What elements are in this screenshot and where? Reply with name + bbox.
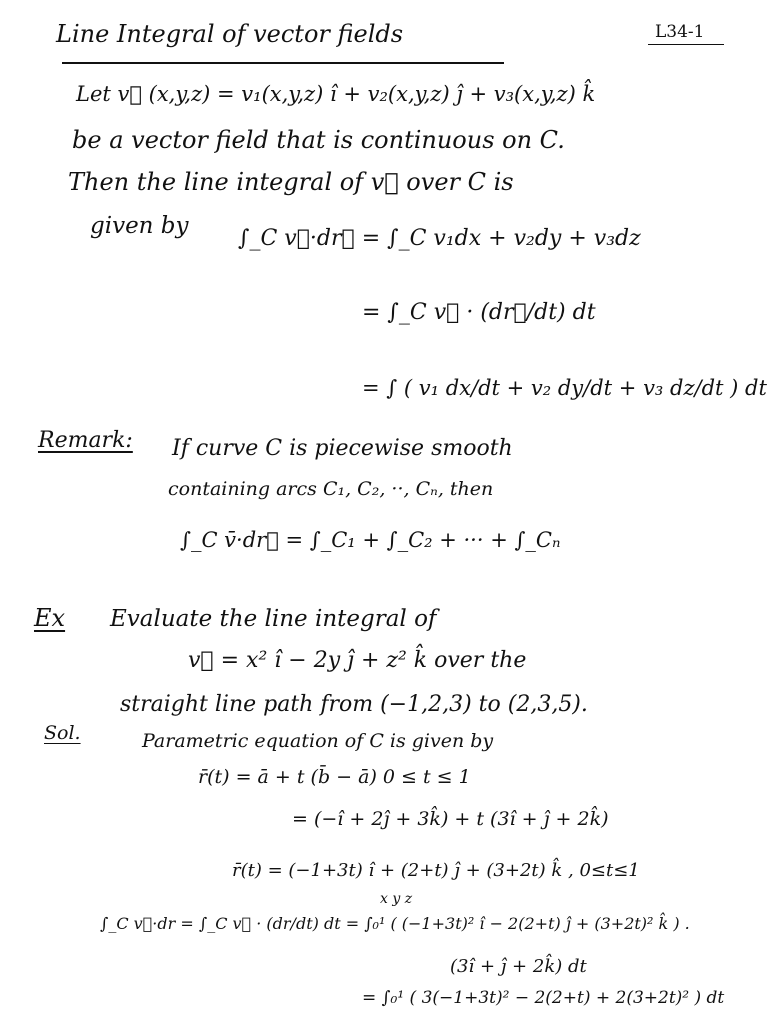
example-line-1: Evaluate the line integral of	[110, 606, 437, 632]
intro-line-3: Then the line integral of v⃗ over C is	[68, 168, 514, 196]
solution-line-7: = ∫₀¹ ( 3(−1+3t)² − 2(2+t) + 2(3+2t)² ) dt	[362, 988, 725, 1008]
remark-line-2: containing arcs C₁, C₂, ··, Cₙ, then	[168, 478, 494, 500]
example-label: Ex	[34, 604, 66, 632]
solution-line-1: Parametric equation of C is given by	[142, 730, 494, 752]
solution-line-2: r̄(t) = ā + t (b̄ − ā) 0 ≤ t ≤ 1	[198, 766, 471, 788]
solution-line-3: = (−î + 2ĵ + 3k̂) + t (3î + ĵ + 2k̂)	[292, 808, 609, 830]
intro-equation-3: = ∫ ( v₁ dx/dt + v₂ dy/dt + v₃ dz/dt ) dt	[362, 376, 767, 400]
solution-line-6: (3î + ĵ + 2k̂) dt	[450, 956, 587, 977]
solution-line-4-components: x y z	[380, 891, 413, 907]
remark-equation: ∫_C v̄·dr⃗ = ∫_C₁ + ∫_C₂ + ··· + ∫_Cₙ	[180, 528, 561, 552]
intro-equation-2: = ∫_C v⃗ · (dr⃗/dt) dt	[362, 300, 596, 325]
solution-line-4: r̄(t) = (−1+3t) î + (2+t) ĵ + (3+2t) k̂ , 0≤t≤1	[232, 860, 640, 881]
page-title: Line Integral of vector fields	[56, 20, 404, 48]
intro-equation-1: ∫_C v⃗·dr⃗ = ∫_C v₁dx + v₂dy + v₃dz	[238, 226, 641, 251]
remark-label: Remark:	[38, 428, 133, 453]
intro-line-4-lead: given by	[90, 213, 189, 239]
page-id-underline	[648, 44, 724, 45]
remark-line-1: If curve C is piecewise smooth	[172, 436, 513, 461]
page-id: L34-1	[655, 22, 705, 42]
title-underline	[62, 62, 504, 64]
intro-line-2: be a vector field that is continuous on C.	[72, 126, 565, 154]
example-line-2: v⃗ = x² î − 2y ĵ + z² k̂ over the	[188, 648, 527, 673]
example-line-3: straight line path from (−1,2,3) to (2,3,5).	[120, 692, 588, 717]
solution-label: Sol.	[44, 722, 81, 744]
solution-line-5: ∫_C v⃗·dr = ∫_C v⃗ · (dr/dt) dt = ∫₀¹ ( (−1+3t)² î − 2(2+t) ĵ + (3+2t)² k̂ ) .	[100, 914, 690, 933]
intro-line-1: Let v⃗ (x,y,z) = v₁(x,y,z) î + v₂(x,y,z) ĵ + v₃(x,y,z) k̂	[76, 82, 596, 106]
